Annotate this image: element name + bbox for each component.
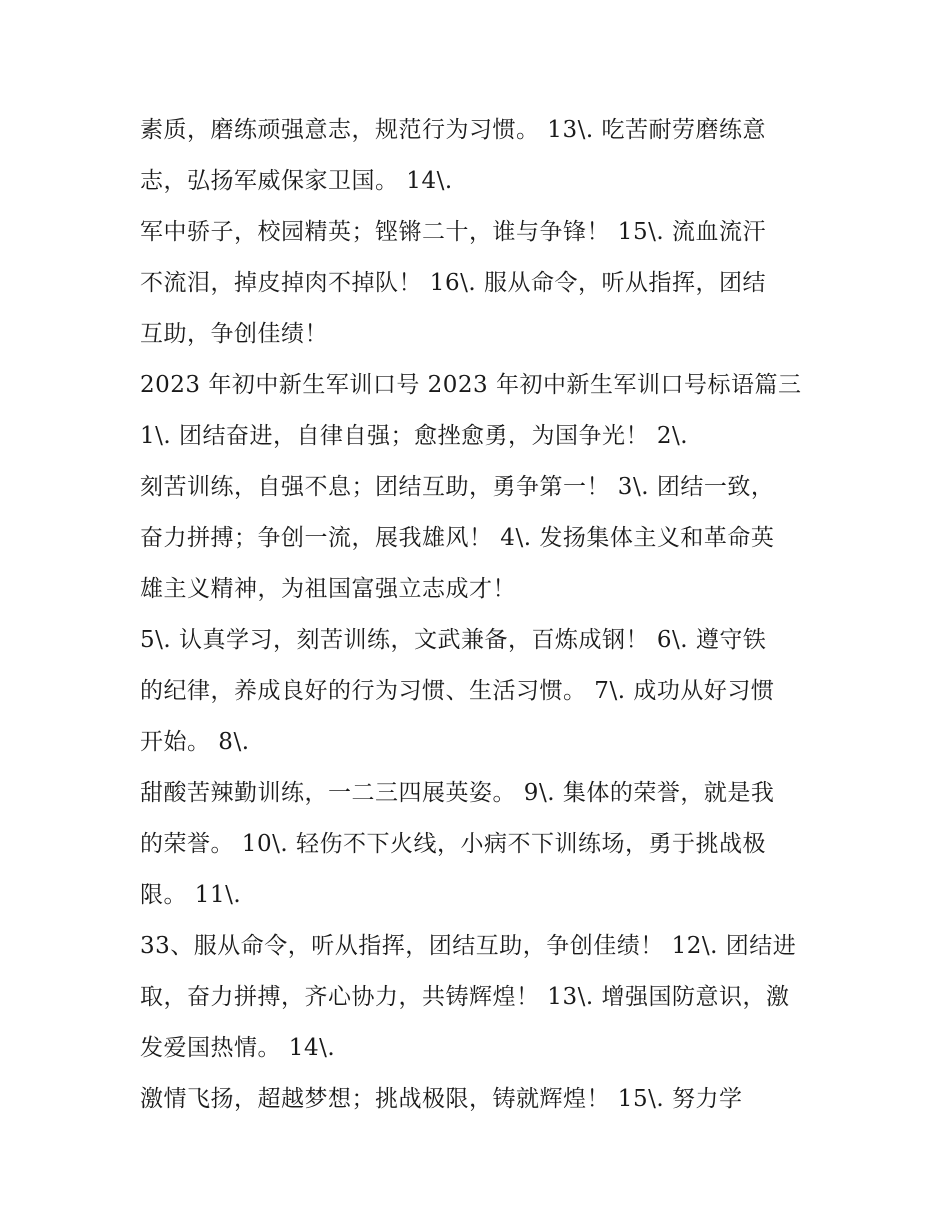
text-line: 1\. 团结奋进，自律自强；愈挫愈勇，为国争光！ 2\. — [140, 423, 689, 449]
text-line: 限。 11\. — [140, 882, 242, 908]
text-line: 刻苦训练，自强不息；团结互助，勇争第一！ 3\. 团结一致， — [140, 474, 775, 500]
text-line: 取，奋力拼搏，齐心协力，共铸辉煌！ 13\. 增强国防意识，激 — [140, 984, 790, 1010]
text-line: 甜酸苦辣勤训练，一二三四展英姿。 9\. 集体的荣誉，就是我 — [140, 780, 775, 806]
text-line: 发爱国热情。 14\. — [140, 1035, 336, 1061]
text-line: 33、服从命令，听从指挥，团结互助，争创佳绩！ 12\. 团结进 — [140, 933, 797, 959]
text-line: 5\. 认真学习，刻苦训练，文武兼备，百炼成钢！ 6\. 遵守铁 — [140, 627, 767, 653]
document-body — [140, 105, 830, 1125]
text-line: 互助，争创佳绩！ — [140, 321, 328, 347]
text-line: 开始。 8\. — [140, 729, 250, 755]
text-line: 的荣誉。 10\. 轻伤不下火线，小病不下训练场，勇于挑战极 — [140, 831, 766, 857]
text-line: 雄主义精神，为祖国富强立志成才！ — [140, 576, 516, 602]
text-line: 军中骄子，校园精英；铿锵二十，谁与争锋！ 15\. 流血流汗 — [140, 219, 766, 245]
text-line: 奋力拼搏；争创一流，展我雄风！ 4\. 发扬集体主义和革命英 — [140, 525, 775, 551]
section-heading-line: 2023 年初中新生军训口号 2023 年初中新生军训口号标语篇三 — [140, 372, 802, 398]
text-line: 志，弘扬军威保家卫国。 14\. — [140, 168, 453, 194]
text-line: 不流泪，掉皮掉肉不掉队！ 16\. 服从命令，听从指挥，团结 — [140, 270, 766, 296]
text-line: 的纪律，养成良好的行为习惯、生活习惯。 7\. 成功从好习惯 — [140, 678, 775, 704]
text-line: 激情飞扬，超越梦想；挑战极限，铸就辉煌！ 15\. 努力学 — [140, 1086, 743, 1112]
text-line: 素质，磨练顽强意志，规范行为习惯。 13\. 吃苦耐劳磨练意 — [140, 117, 766, 143]
